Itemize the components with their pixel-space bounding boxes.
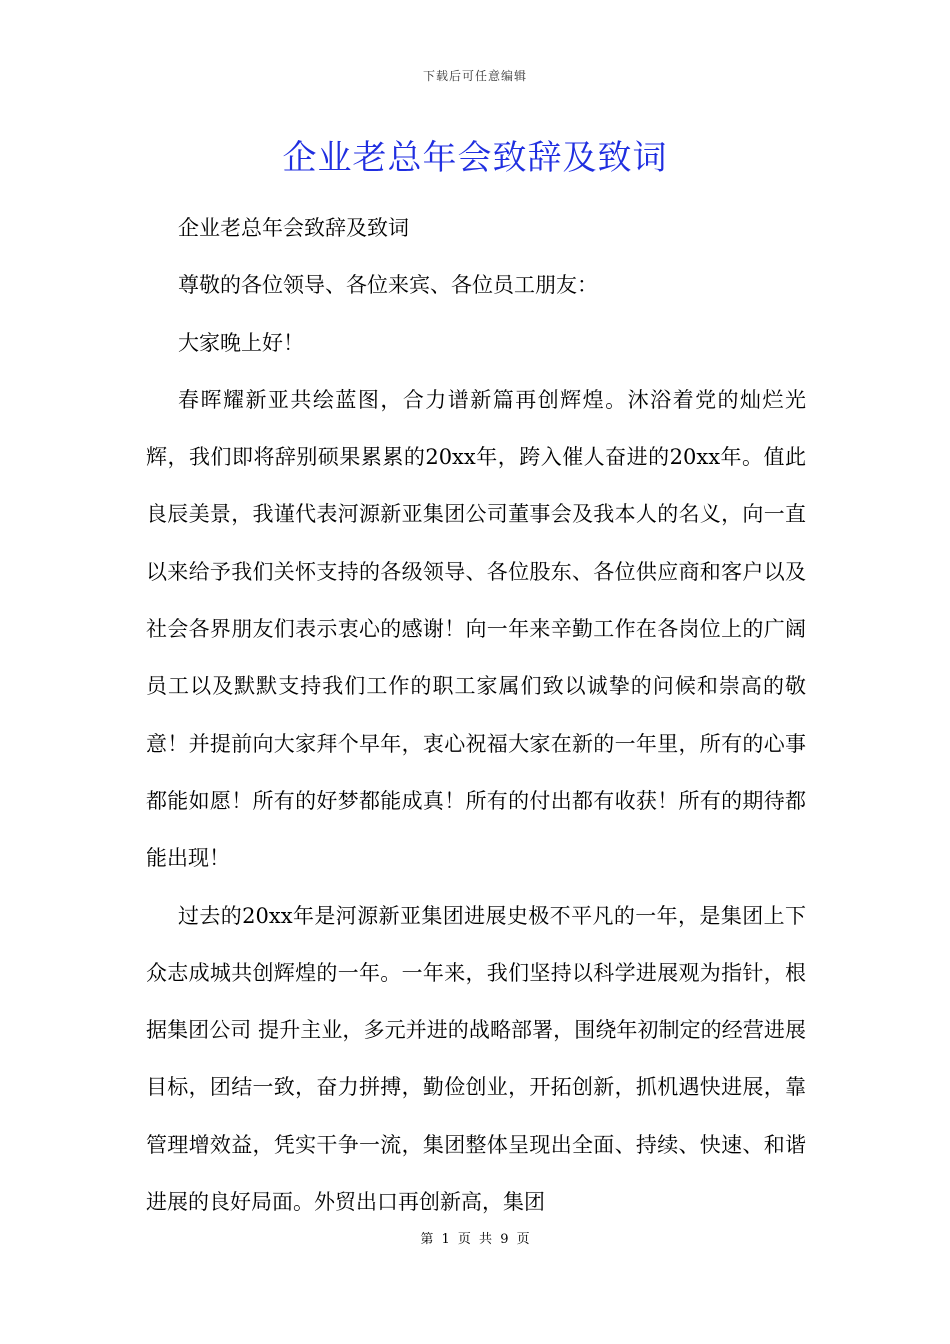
paragraph-body: 过去的20xx年是河源新亚集团进展史极不平凡的一年，是集团上下众志成城共创辉煌的一年。一年来，我们坚持以科学进展观为指针，根据集团公司 提升主业，多元并进的战略部署，围绕年初制定的经营进展目标，团结一致，奋力拼搏，勤俭创业，开拓创新，抓机遇快进展，靠管理增效益，凭实干争一流，集团整体呈现出全面、持续、快速、和谐进展的良好局面。外贸出口再创新高，集团 xyxy=(146,903,806,1215)
paragraph-body: 春晖耀新亚共绘蓝图，合力谱新篇再创辉煌。沐浴着党的灿烂光辉，我们即将辞别硕果累累的20xx年，跨入催人奋进的20xx年。值此良辰美景，我谨代表河源新亚集团公司董事会及我本人的名义，向一直以来给予我们关怀支持的各级领导、各位股东、各位供应商和客户以及社会各界朋友们表示衷心的感谢！向一年来辛勤工作在各岗位上的广阔员工以及默默支持我们工作的职工家属们致以诚挚的问候和崇高的敬意！并提前向大家拜个早年，衷心祝福大家在新的一年里，所有的心事都能如愿！所有的好梦都能成真！所有的付出都有收获！所有的期待都能出现！ xyxy=(146,387,806,871)
document-title: 企业老总年会致辞及致词 xyxy=(282,138,668,178)
paragraph-subtitle: 企业老总年会致辞及致词 xyxy=(178,216,409,240)
paragraph-salutation: 尊敬的各位领导、各位来宾、各位员工朋友： xyxy=(178,273,598,298)
page-number: 第 1 页 共 9 页 xyxy=(420,1232,530,1247)
header-note: 下载后可任意编辑 xyxy=(422,69,527,83)
document-body xyxy=(146,200,806,1231)
paragraph-greeting: 大家晚上好！ xyxy=(178,330,304,355)
